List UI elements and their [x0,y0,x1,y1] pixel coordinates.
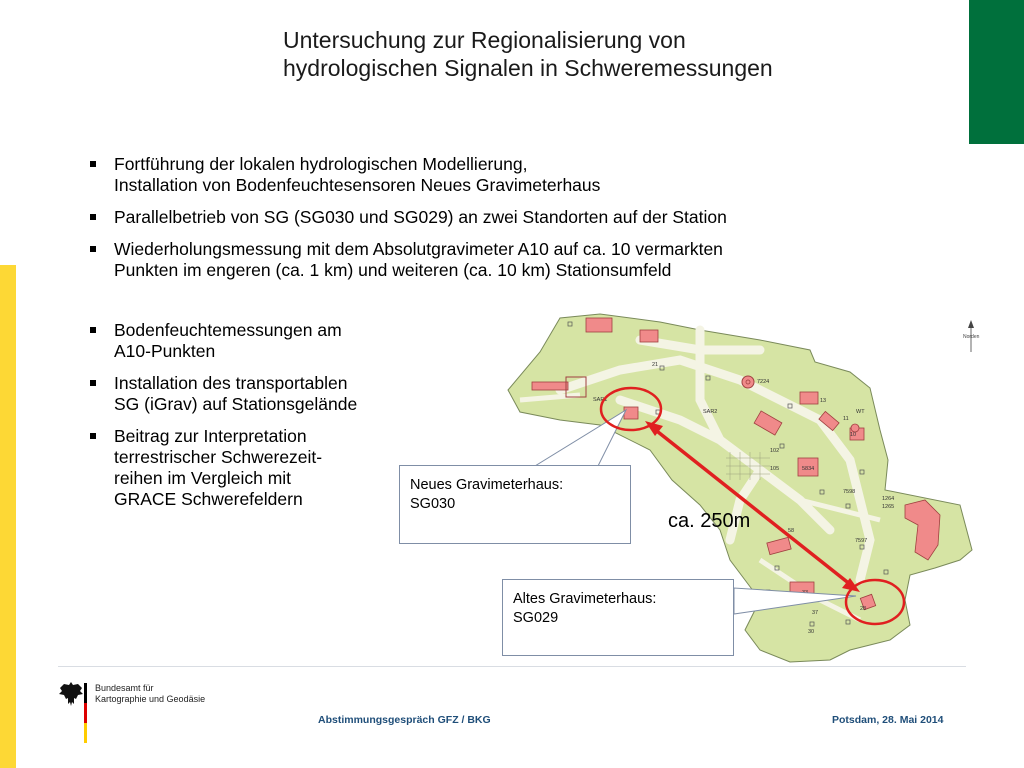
bullet-item [88,320,408,362]
bullet-text: Fortführung der lokalen hydrologischen Modellierung, [114,154,528,174]
building [800,392,818,404]
callout-title: Neues Gravimeterhaus: [410,477,564,493]
bullet-list-top [88,154,948,292]
map-label: 105 [770,466,780,472]
bullet-text: Installation des transportablen [114,373,348,393]
footer-divider [58,666,966,667]
bullet-item [88,239,948,281]
footer-place-date: Potsdam, 28. Mai 2014 [832,714,944,726]
map-label: 28 [860,606,867,612]
green-accent-bar [969,0,1024,144]
federal-eagle-icon [58,680,84,708]
callout-instrument: SG030 [410,496,456,512]
map-label: 10 [850,432,857,438]
bullet-square-icon [90,161,96,167]
bullet-text: reihen im Vergleich mit [114,468,292,488]
map-label: 7224 [757,379,770,385]
bullet-square-icon [90,380,96,386]
map-label: 37 [812,610,819,616]
bullet-square-icon [90,214,96,220]
bullet-square-icon [90,327,96,333]
map-label: 7598 [843,489,856,495]
building [640,330,658,342]
bullet-item [88,154,948,196]
bullet-text: Wiederholungsmessung mit dem Absolutgravimeter A10 auf ca. 10 vermarkten [114,239,723,259]
bullet-text: terrestrischer Schwerezeit- [114,447,323,467]
callout-instrument: SG029 [513,610,559,626]
bullet-text: Installation von Bodenfeuchtesensoren Neues Gravimeterhaus [114,175,601,195]
bullet-text: Bodenfeuchtemessungen am [114,320,342,340]
building [586,318,612,332]
map-label: SAR2 [703,409,718,415]
building-sar [532,382,568,390]
bullet-item [88,426,408,510]
bullet-text: A10-Punkten [114,341,216,361]
bullet-list-left [88,320,408,521]
bullet-square-icon [90,246,96,252]
bkg-org-name [95,683,205,705]
bullet-item [88,207,948,228]
map-label: 7597 [855,538,868,544]
title-line-2: hydrologischen Signalen in Schweremessungen [283,55,773,81]
map-label: 1265 [882,504,895,510]
north-label: Norden [963,334,980,340]
map-label: 102 [770,448,780,454]
tower [742,376,754,388]
bullet-text: SG (iGrav) auf Stationsgelände [114,394,358,414]
slide-title [283,26,923,82]
footer-meeting: Abstimmungsgespräch GFZ / BKG [318,714,491,726]
distance-label: ca. 250m [668,510,751,532]
callout-title: Altes Gravimeterhaus: [513,591,657,607]
bullet-text: Punkten im engeren (ca. 1 km) und weiteren (ca. 10 km) Stationsumfeld [114,260,672,280]
bullet-text: Beitrag zur Interpretation [114,426,307,446]
org-line-2: Kartographie und Geodäsie [95,694,206,704]
tower [851,424,859,432]
org-line-1: Bundesamt für [95,683,154,693]
map-label: SAR1 [593,397,608,403]
yellow-accent-bar [0,265,16,768]
map-label: 30 [808,629,815,635]
bullet-text: Parallelbetrieb von SG (SG030 und SG029) an zwei Standorten auf der Station [114,207,727,227]
map-label: WT [856,409,865,415]
map-label: 11 [843,416,849,422]
map-label: 1264 [882,496,895,502]
bullet-text: GRACE Schwerefeldern [114,489,303,509]
map-label: 5834 [802,466,815,472]
title-line-1: Untersuchung zur Regionalisierung von [283,27,686,53]
callout-new-gravimeter-house [399,465,631,544]
bullet-square-icon [90,433,96,439]
map-label: 21 [652,362,659,368]
german-flag-stripe [84,683,87,743]
building-new-gravimeter [624,407,638,419]
map-label: 58 [788,528,795,534]
callout-old-gravimeter-house [502,579,734,656]
map-label: 13 [820,398,827,404]
bullet-item [88,373,408,415]
north-arrow-icon [963,320,980,352]
